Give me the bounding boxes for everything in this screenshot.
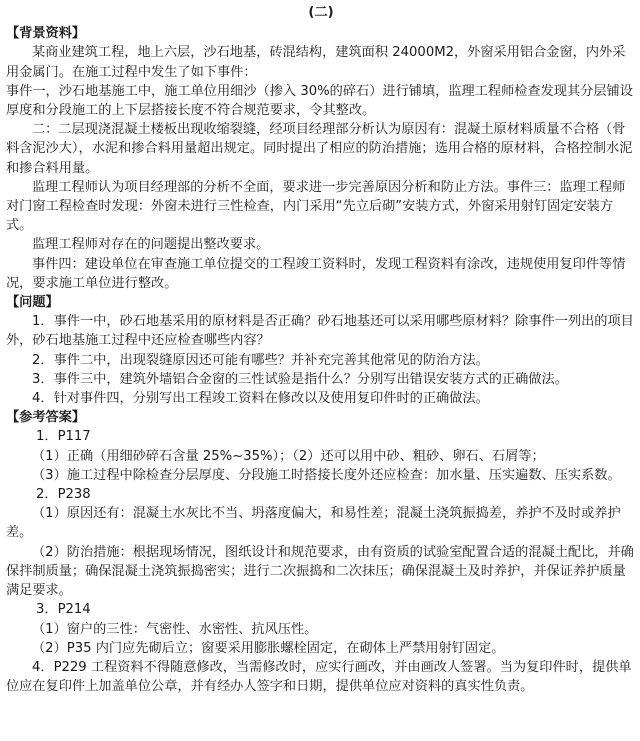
answer-item: （1）原因还有：混凝土水灰比不当、坍落度偏大，和易性差；混凝土浇筑振捣差，养护不及时或养护差。 (6, 506, 621, 541)
answer-number: 1．P117 (36, 429, 91, 445)
background-paragraph: 事件四：建设单位在审查施工单位提交的工程竣工资料时，发现工程资料有涂改，违规使用复印件等情况，要求施工单位进行整改。 (6, 256, 626, 291)
background-paragraph: 二：二层现浇混凝土楼板出现收缩裂缝，经项目经理部分析认为原因有：混凝土原材料质量不合格（骨料含泥沙大），水泥和掺合料用量超出规定。同时提出了相应的防治措施；选用合格的原材料，合格控制水泥和掺合料用量。 (6, 122, 633, 176)
background-paragraph: 监理工程师对存在的问题提出整改要求。 (32, 237, 270, 253)
background-heading: 【背景资料】 (6, 26, 86, 42)
answer-item: （1）正确（用细砂碎石含量 25%~35%）；（2）还可以用中砂、粗砂、卵石、石屑等； (32, 448, 545, 464)
question-item: 2．事件二中，出现裂缝原因还可能有哪些？并补充完善其他常见的防治方法。 (32, 352, 489, 368)
answer-item: （2）防治措施：根据现场情况，图纸设计和规范要求，由有资质的试验室配置合适的混凝土配比，并确保拌制质量；确保混凝土浇筑振捣密实；进行二次振捣和二次抹压；确保混凝土及时养护，并保证养护质量满足要求。 (6, 544, 634, 599)
background-paragraph: 事件一，沙石地基施工中，施工单位用细沙（掺入 30%的碎石）进行铺填，监理工程师检查发现其分层铺设厚度和分段施工的上下层搭接长度不符合规范要求，令其整改。 (6, 83, 633, 119)
answer-item: 4．P229 工程资料不得随意修改，当需修改时，应实行画改，并由画改人签署。当为复印件时，提供单位应在复印件上加盖单位公章，并有经办人签字和日期，提供单位应对资料的真实性负责。 (6, 659, 632, 695)
background-paragraph: 监理工程师认为项目经理部的分析不全面，要求进一步完善原因分析和防止方法。事件三：监理工程师对门窗工程检查时发现：外窗未进行三性检查，内门采用“先立后砌”安装方式，外窗采用射钉固定安装方式。 (6, 179, 626, 234)
answer-heading: 【参考答案】 (6, 410, 86, 426)
question-item: 4．针对事件四，分别写出工程竣工资料在修改以及使用复印件时的正确做法。 (32, 391, 489, 407)
answer-item: （1）窗户的三性：气密性、水密性、抗风压性。 (32, 621, 318, 637)
answer-number: 3．P214 (36, 602, 91, 618)
answer-item: （3）施工过程中除检查分层厚度、分段施工时搭接长度外还应检查：加水量、压实遍数、压实系数。 (32, 467, 621, 483)
document-page (6, 3, 636, 696)
background-paragraph: 某商业建筑工程，地上六层，沙石地基，砖混结构，建筑面积 24000M2，外窗采用铝合金窗，内外采用金属门。在施工过程中发生了如下事件： (6, 45, 626, 80)
answer-number: 2．P238 (36, 487, 91, 503)
question-item: 3．事件三中，建筑外墙铝合金窗的三性试验是指什么？分别写出错误安装方式的正确做法。 (32, 371, 568, 387)
question-item: 1．事件一中，砂石地基采用的原材料是否正确？砂石地基还可以采用哪些原材料？除事件一列出的项目外，砂石地基施工过程中还应检查哪些内容？ (6, 314, 634, 349)
question-heading: 【问题】 (6, 295, 59, 311)
document-title: (二) (308, 5, 334, 20)
answer-item: （2）P35 内门应先砌后立；窗要采用膨胀螺栓固定，在砌体上严禁用射钉固定。 (32, 640, 505, 656)
